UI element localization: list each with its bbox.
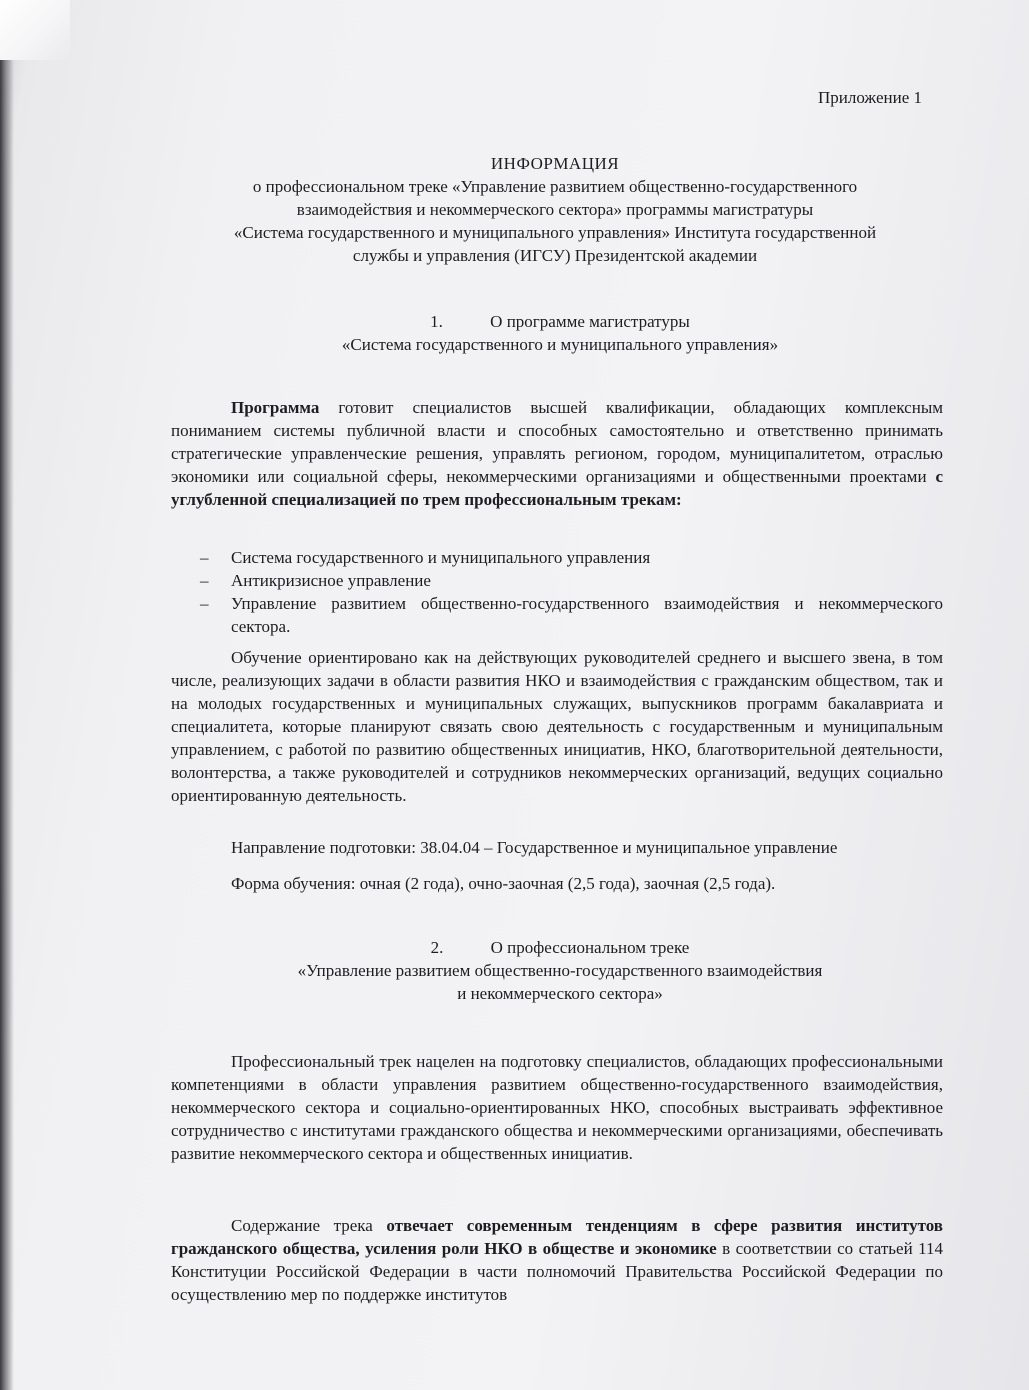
- paragraph-training: Обучение ориентировано как на действующих руководителей среднего и высшего звена, в том числе, реализующих задачи в области развития НКО и взаимодействия с гражданским обществом, так и на молодых государственных и муниципальных служащих, выпускников программ бакалавриата и специалитета, которые планируют связать свою деятельность с государственным и муниципальным управлением, с работой по развитию общественных инициатив, НКО, благотворительной деятельности, волонтерства, а также руководителей и сотрудников некоммерческих организаций, ведущих социально ориентированную деятельность.: [171, 648, 943, 805]
- section-subtitle: «Управление развитием общественно-государственного взаимодействия: [297, 961, 823, 980]
- section-2-heading: [200, 936, 920, 1005]
- content-bold: отвечает современным тенденциям в сфере развития институтов гражданского общества, усиления роли НКО в обществе и экономике: [171, 1216, 943, 1258]
- form-line: Форма обучения: очная (2 года), очно-заочная (2,5 года), заочная (2,5 года).: [231, 874, 776, 893]
- document-title: [160, 152, 950, 267]
- track-text: Управление развитием общественно-государственного взаимодействия и некоммерческого сектора.: [231, 594, 943, 636]
- section-title: О профессиональном треке: [490, 938, 690, 957]
- paragraph-program: [171, 396, 943, 511]
- track-text: Система государственного и муниципального управления: [231, 548, 651, 567]
- list-item: [171, 592, 943, 638]
- title-line: службы и управления (ИГСУ) Президентской академии: [352, 246, 758, 265]
- content-tail: в соответствии со статьей 114 Конституции Российской Федерации в части полномочий Правительства Российской Федерации по осуществлению мер по поддержке институтов: [171, 1239, 943, 1304]
- section-subtitle: и некоммерческого сектора»: [457, 984, 663, 1003]
- title-line: «Система государственного и муниципального управления» Института государственной: [233, 223, 877, 242]
- title-heading: ИНФОРМАЦИЯ: [490, 154, 620, 173]
- dash-bullet: –: [200, 548, 209, 567]
- section-number: 1.: [430, 312, 443, 331]
- list-item: [171, 546, 943, 569]
- section-number: 2.: [430, 938, 444, 957]
- section-title: О программе магистратуры: [490, 312, 690, 331]
- section-1-heading: [200, 310, 920, 356]
- title-line: взаимодействия и некоммерческого сектора» программы магистратуры: [296, 200, 814, 219]
- page-edge-shadow: [0, 0, 14, 1390]
- track-text: Антикризисное управление: [231, 571, 431, 590]
- dash-bullet: –: [200, 594, 209, 613]
- list-item: [171, 569, 943, 592]
- paragraph-track: Профессиональный трек нацелен на подготовку специалистов, обладающих профессиональными компетенциями в области управления развитием общественно-государственного взаимодействия, некоммерческого сектора и социально-ориентированных НКО, способных выстраивать эффективное сотрудничество с институтами гражданского общества и некоммерческими организациями, обеспечивать развитие некоммерческого сектора и общественных инициатив.: [171, 1052, 943, 1163]
- direction-line: Направление подготовки: 38.04.04 – Государственное и муниципальное управление: [231, 838, 838, 857]
- program-bold-tail: с углубленной специализацией по трем профессиональным трекам:: [171, 467, 943, 509]
- dash-bullet: –: [200, 571, 209, 590]
- paragraph-content: [171, 1214, 943, 1306]
- tracks-list: [171, 546, 943, 638]
- title-line: о профессиональном треке «Управление развитием общественно-государственного: [252, 177, 858, 196]
- program-text: готовит специалистов высшей квалификации, обладающих комплексным пониманием системы публичной власти и способных самостоятельно и ответственно принимать стратегические управленческие решения, управлять регионом, городом, муниципалитетом, отраслью экономики или социальной сферы, некоммерческими организациями и общественными проектами: [171, 398, 943, 486]
- section-subtitle: «Система государственного и муниципального управления»: [341, 335, 779, 354]
- program-lead: Программа: [231, 398, 320, 417]
- content-lead: Содержание трека: [231, 1216, 387, 1235]
- appendix-label: Приложение 1: [818, 88, 922, 107]
- folded-corner: [0, 0, 70, 60]
